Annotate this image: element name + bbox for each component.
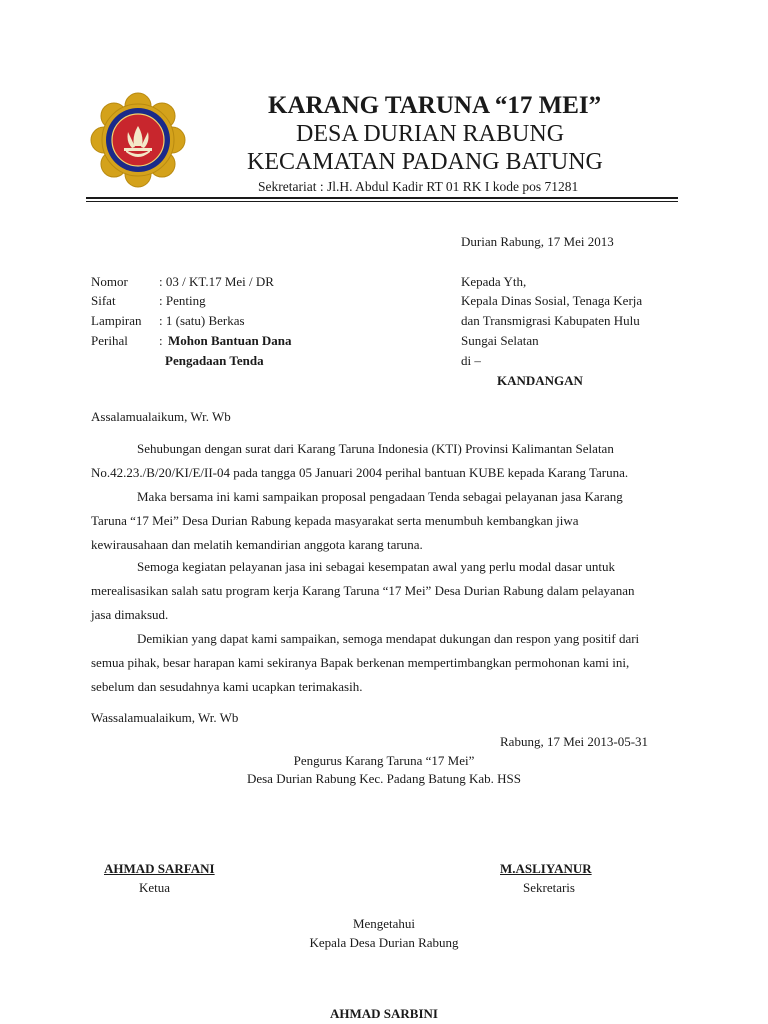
committee-line-2: Desa Durian Rabung Kec. Padang Batung Kab. HSS — [246, 771, 522, 786]
karang-taruna-logo — [90, 92, 186, 188]
recipient-line-5: di – — [461, 353, 481, 368]
secretariat-address: Sekretariat : Jl.H. Abdul Kadir RT 01 RK I kode pos 71281 — [258, 179, 579, 194]
header-rule-thin — [86, 201, 678, 202]
sifat-value: : Penting — [159, 293, 206, 308]
acknowledge-title: Kepala Desa Durian Rabung — [309, 935, 459, 950]
body-line: Taruna “17 Mei” Desa Durian Rabung kepada masyarakat serta menumbuh kembangkan jiwa — [91, 513, 579, 528]
district-name: KECAMATAN PADANG BATUNG — [247, 149, 603, 175]
signer-left-title: Ketua — [139, 880, 171, 895]
body-line: kewirausahaan dan melatih kemandirian anggota karang taruna. — [91, 537, 423, 552]
recipient-line-4: Sungai Selatan — [461, 333, 539, 348]
acknowledge-label: Mengetahui — [352, 916, 416, 931]
letter-date: Durian Rabung, 17 Mei 2013 — [461, 234, 614, 249]
nomor-label: Nomor — [91, 274, 128, 289]
signer-left-name: AHMAD SARFANI — [104, 861, 215, 876]
nomor-value: : 03 / KT.17 Mei / DR — [159, 274, 274, 289]
perihal-colon: : — [159, 333, 163, 348]
body-line: Sehubungan dengan surat dari Karang Taruna Indonesia (KTI) Provinsi Kalimantan Selatan — [137, 441, 614, 456]
sifat-label: Sifat — [91, 293, 116, 308]
signature-date: Rabung, 17 Mei 2013-05-31 — [500, 734, 649, 749]
body-line: semua pihak, besar harapan kami sekiranya Bapak berkenan mempertimbangkan permohonan kami ini, — [91, 655, 630, 670]
header-rule-thick — [86, 197, 678, 199]
recipient-line-2: Kepala Dinas Sosial, Tenaga Kerja — [461, 293, 643, 308]
acknowledge-name: AHMAD SARBINI — [330, 1006, 438, 1021]
body-line: Maka bersama ini kami sampaikan proposal pengadaan Tenda sebagai pelayanan jasa Karang — [137, 489, 623, 504]
body-line: merealisasikan salah satu program kerja Karang Taruna “17 Mei” Desa Durian Rabung dalam pelayanan — [91, 583, 635, 598]
body-paragraph-4 — [91, 627, 676, 699]
closing: Wassalamualaikum, Wr. Wb — [91, 710, 239, 725]
signer-right-name: M.ASLIYANUR — [500, 861, 592, 876]
lampiran-label: Lampiran — [91, 313, 142, 328]
committee-line-1: Pengurus Karang Taruna “17 Mei” — [293, 753, 475, 768]
body-line: No.42.23./B/20/KI/E/II-04 pada tangga 05 Januari 2004 perihal bantuan KUBE kepada Karang Taruna. — [91, 465, 629, 480]
lampiran-value: : 1 (satu) Berkas — [159, 313, 245, 328]
village-name: DESA DURIAN RABUNG — [296, 121, 565, 147]
recipient-line-3: dan Transmigrasi Kabupaten Hulu — [461, 313, 640, 328]
body-line: Demikian yang dapat kami sampaikan, semoga mendapat dukungan dan respon yang positif dari — [137, 631, 640, 646]
body-paragraph-3 — [91, 555, 676, 627]
body-line: jasa dimaksud. — [91, 607, 169, 622]
body-line: sebelum dan sesudahnya kami ucapkan terimakasih. — [91, 679, 363, 694]
body-paragraph-1 — [91, 437, 676, 485]
signer-right-title: Sekretaris — [523, 880, 575, 895]
org-name: KARANG TARUNA “17 MEI” — [268, 92, 602, 119]
greeting: Assalamualaikum, Wr. Wb — [91, 409, 231, 424]
body-paragraph-2 — [91, 485, 676, 557]
recipient-city: KANDANGAN — [497, 373, 583, 388]
perihal-line-2: Pengadaan Tenda — [165, 353, 264, 368]
perihal-label: Perihal — [91, 333, 128, 348]
body-line: Semoga kegiatan pelayanan jasa ini sebagai kesempatan awal yang perlu modal dasar untuk — [137, 559, 615, 574]
recipient-line-1: Kepada Yth, — [461, 274, 527, 289]
perihal-line-1: Mohon Bantuan Dana — [168, 333, 292, 348]
